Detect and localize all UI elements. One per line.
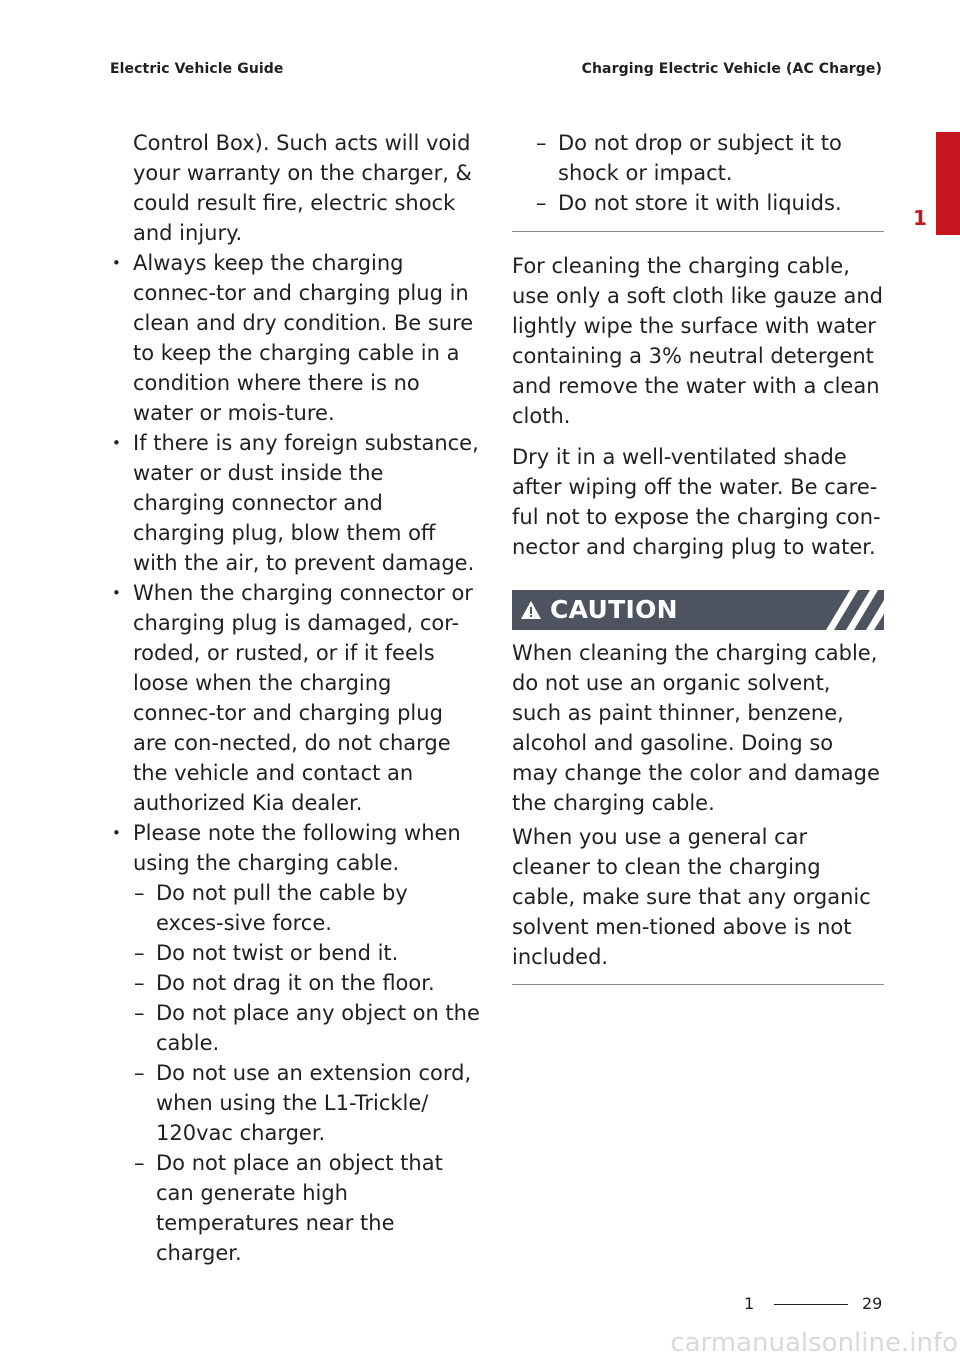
caution-title: CAUTION: [550, 595, 678, 624]
dash-item: – Do not place an object that can generate high temperatures near the charger.: [110, 1148, 480, 1268]
continuation-text: Control Box). Such acts will void your warranty on the charger, & could result fire, electric shock and injury.: [133, 131, 472, 245]
left-column: [110, 128, 480, 1268]
caution-paragraph: When cleaning the charging cable, do not use an organic solvent, such as paint thinner, benzene, alcohol and gasoline. Doing so may change the color and damage the charging cable.: [512, 641, 880, 815]
footer-page-number: 29: [862, 1294, 883, 1313]
drying-paragraph: Dry it in a well-ventilated shade after wiping off the water. Be care-ful not to expose the charging con-nector and charging plug to water.: [512, 445, 881, 559]
running-header-right: Charging Electric Vehicle (AC Charge): [581, 61, 882, 77]
caution-stripes-decoration: [814, 590, 884, 630]
dash-item: – Do not drag it on the floor.: [110, 968, 480, 998]
right-column: [512, 128, 884, 985]
cleaning-paragraph: For cleaning the charging cable, use only a soft cloth like gauze and lightly wipe the surface with water containing a 3% neutral detergent and remove the water with a clean cloth.: [512, 254, 883, 428]
bullet-item: • When the charging connector or charging plug is damaged, cor-roded, or rusted, or if it feels loose when the charging connec-tor and charging plug are con-nected, do not charge the vehicle and contact an authorized Kia dealer.: [110, 578, 480, 818]
dash-item: – Do not pull the cable by exces-sive force.: [110, 878, 480, 938]
bullet-item: • Always keep the charging connec-tor and charging plug in clean and dry condition. Be sure to keep the charging cable in a condition where there is no water or mois-ture.: [110, 248, 480, 428]
caution-banner: [512, 590, 884, 630]
bullet-item: • If there is any foreign substance, water or dust inside the charging connector and charging plug, blow them off with the air, to prevent damage.: [110, 428, 480, 578]
dash-item: – Do not twist or bend it.: [110, 938, 480, 968]
warning-icon: [520, 599, 542, 621]
section-divider: [512, 984, 884, 985]
dash-item: – Do not place any object on the cable.: [110, 998, 480, 1058]
running-header-left: Electric Vehicle Guide: [110, 61, 284, 77]
watermark-text: carmanualsonline.info: [670, 1328, 958, 1358]
footer-chapter-number: 1: [744, 1294, 755, 1313]
dash-item: – Do not use an extension cord, when using the L1-Trickle/ 120vac charger.: [110, 1058, 480, 1148]
bullet-item: • Please note the following when using the charging cable.: [110, 818, 480, 878]
footer-rule: [774, 1304, 848, 1305]
dash-item: – Do not store it with liquids.: [512, 188, 884, 218]
dash-item: – Do not drop or subject it to shock or impact.: [512, 128, 884, 188]
chapter-tab-marker: [936, 132, 960, 235]
chapter-tab-number: 1: [913, 206, 927, 230]
caution-paragraph: When you use a general car cleaner to clean the charging cable, make sure that any organic solvent men-tioned above is not included.: [512, 825, 871, 969]
